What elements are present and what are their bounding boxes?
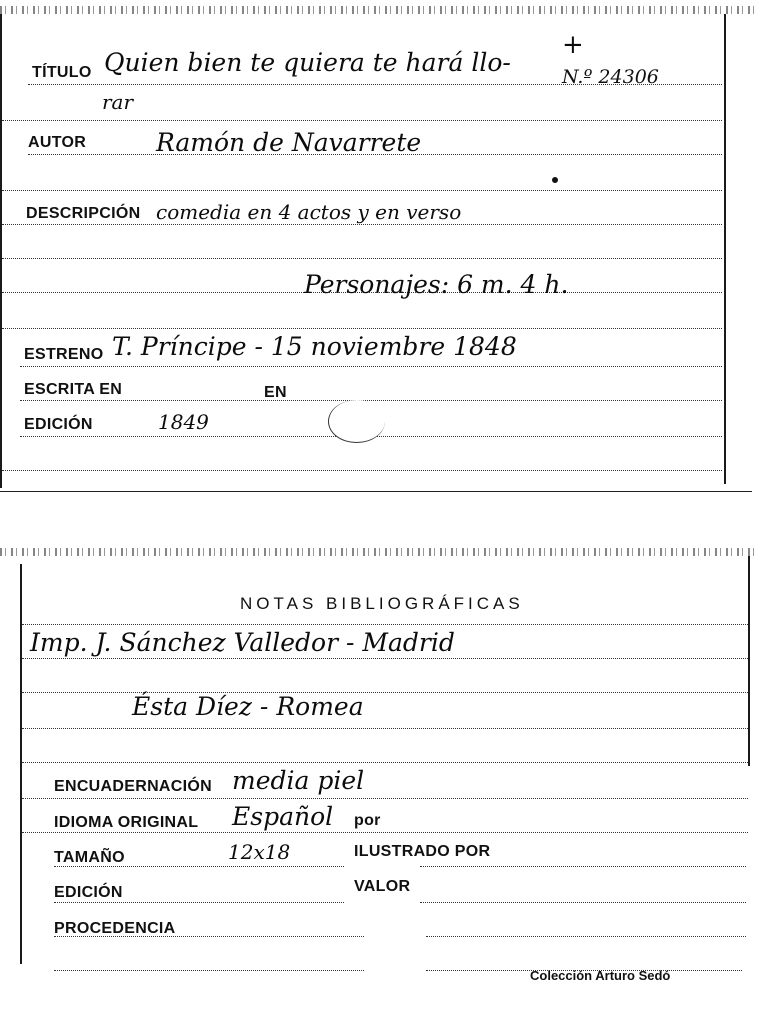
- card-right-edge: [748, 556, 750, 766]
- rule-line: [2, 328, 722, 329]
- estreno-value: T. Príncipe - 15 noviembre 1848: [112, 332, 517, 361]
- scan-noise-bottom: [0, 548, 759, 556]
- rule-line: [426, 936, 746, 937]
- descripcion-value: comedia en 4 actos y en verso: [156, 200, 462, 224]
- idioma-value: Español: [232, 802, 334, 831]
- rule-line: [22, 762, 748, 763]
- tamano-value: 12x18: [228, 840, 291, 864]
- idioma-original-label: IDIOMA ORIGINAL: [54, 814, 199, 831]
- note-line-2: Ésta Díez - Romea: [132, 692, 364, 721]
- escrita-en-label: ESCRITA EN: [24, 381, 123, 398]
- edicion-value: 1849: [158, 410, 209, 434]
- procedencia-label: PROCEDENCIA: [54, 920, 176, 937]
- card-right-edge: [724, 14, 726, 484]
- ink-dot: [552, 177, 558, 183]
- personajes-value: Personajes: 6 m. 4 h.: [304, 270, 569, 299]
- en-label: EN: [264, 384, 287, 401]
- rule-line: [2, 120, 722, 121]
- valor-label: VALOR: [354, 878, 411, 895]
- descripcion-label: DESCRIPCIÓN: [26, 205, 141, 222]
- rule-line: [22, 692, 748, 693]
- cross-mark: +: [562, 30, 584, 60]
- edicion-label-2: EDICIÓN: [54, 884, 123, 901]
- ilustrado-por-label: ILUSTRADO POR: [354, 843, 491, 860]
- rule-line: [54, 902, 344, 903]
- note-line-1: Imp. J. Sánchez Valledor - Madrid: [30, 628, 455, 657]
- titulo-label: TÍTULO: [32, 64, 92, 81]
- titulo-value: Quien bien te quiera te hará llo-: [104, 48, 511, 77]
- catalog-number: N.º 24306: [562, 66, 659, 88]
- rule-line: [420, 902, 746, 903]
- rule-line: [420, 866, 746, 867]
- edicion-label: EDICIÓN: [24, 416, 93, 433]
- rule-line: [22, 798, 748, 799]
- estreno-label: ESTRENO: [24, 346, 104, 363]
- catalog-card-bottom: [0, 540, 759, 1028]
- rule-line: [20, 400, 722, 401]
- rule-line: [22, 624, 748, 625]
- rule-line: [2, 224, 722, 225]
- rule-line: [2, 190, 722, 191]
- collection-footer: Colección Arturo Sedó: [530, 968, 671, 983]
- tamano-label: TAMAÑO: [54, 849, 125, 866]
- scan-noise-top: [0, 6, 759, 14]
- rule-line: [20, 366, 722, 367]
- encuadernacion-label: ENCUADERNACIÓN: [54, 778, 212, 795]
- rule-line: [2, 258, 722, 259]
- titulo-value-continued: rar: [102, 90, 134, 114]
- autor-value: Ramón de Navarrete: [156, 128, 422, 157]
- rule-line: [22, 658, 748, 659]
- card-bottom-edge: [0, 491, 752, 492]
- rule-line: [22, 832, 748, 833]
- rule-line: [54, 970, 364, 971]
- catalog-card-top: [0, 0, 759, 495]
- notas-title: NOTAS BIBLIOGRÁFICAS: [240, 594, 524, 613]
- autor-label: AUTOR: [28, 134, 87, 151]
- ink-blot: [328, 400, 385, 443]
- encuadernacion-value: media piel: [232, 766, 365, 795]
- rule-line: [2, 470, 722, 471]
- rule-line: [22, 728, 748, 729]
- card-left-edge: [0, 14, 2, 488]
- por-label: por: [354, 812, 381, 829]
